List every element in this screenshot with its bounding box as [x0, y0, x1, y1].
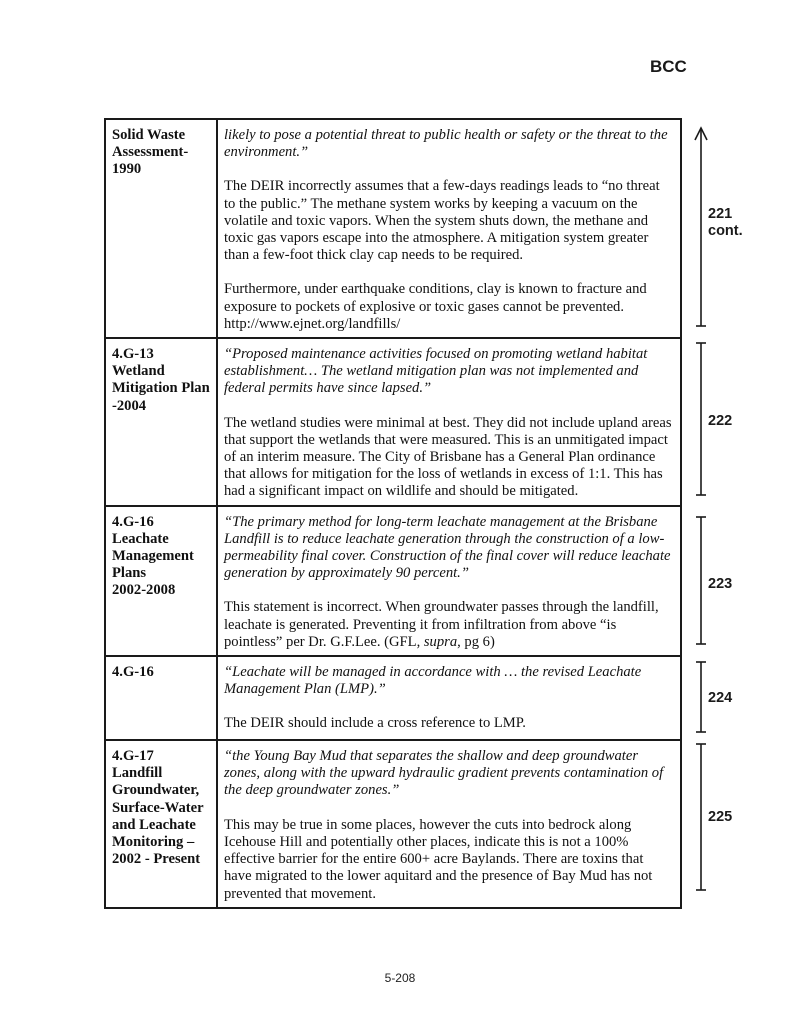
comment-table: [104, 118, 682, 909]
reference-line: Leachate: [112, 530, 169, 547]
reference-line: 4.G-16: [112, 664, 154, 681]
reference-line: 2002-2008: [112, 582, 176, 599]
commenter-code: BCC: [650, 57, 687, 76]
comment-text: [224, 599, 674, 651]
reference-line: Surface-Water: [112, 799, 204, 816]
reference-line: 1990: [112, 161, 142, 178]
comment-text: The wetland studies were minimal at best. They did not include upland areas that support the wetlands that were measured. This is an unmitigated impact of an interim measure. The City of Brisbane has a General Plan ordinance that allows for mitigation for the loss of wetlands in excess of 1:1. This has had a significant impact on wildlife and should be mitigated.: [224, 414, 672, 500]
citation-italic: supra: [423, 633, 458, 650]
quoted-text: “Leachate will be managed in accordance with … the revised Leachate Management Plan (LMP).”: [224, 664, 642, 698]
reference-line: 4.G-17: [112, 748, 154, 765]
comment-number: 221: [708, 206, 733, 222]
comment-cell: [217, 740, 681, 908]
comment-text-part: This statement is incorrect. When groundwater passes through the landfill, leachate is generated. Preventing it from infiltration from above “is pointless” per Dr. G.F.Lee. (GFL,: [224, 599, 659, 650]
table-row: [105, 506, 681, 656]
comment-cell: [217, 338, 681, 506]
comment-text: The DEIR incorrectly assumes that a few-days readings leads to “no threat to the public.” The methane system works by keeping a vacuum on the volatile and toxic vapors. When the system shuts down, the methane and toxic gas vapors escape into the atmosphere. A mitigation system greater than a few-foot thick clay cap needs to be required.: [224, 178, 660, 264]
comment-cell: [217, 119, 681, 338]
comment-bracket-223: [696, 517, 706, 644]
comment-number-225: 225: [708, 809, 733, 825]
comment-text: The DEIR should include a cross reference to LMP.: [224, 715, 526, 732]
reference-line: and Leachate: [112, 816, 196, 833]
quoted-text: “Proposed maintenance activities focused on promoting wetland habitat establishment… The wetland mitigation plan was not implemented and federal permits have since lapsed.”: [224, 346, 648, 397]
reference-line: Management: [112, 548, 194, 565]
quoted-text: “The primary method for long-term leachate management at the Brisbane Landfill is to reduce leachate generation through the construction of a low-permeability final cover. Construction of the final cover will reduce leachate generation by approximately 90 percent.”: [224, 513, 671, 582]
comment-bracket-221: [695, 128, 707, 326]
table-row: [105, 656, 681, 740]
comment-bracket-224: [696, 662, 706, 732]
reference-line: Wetland: [112, 363, 165, 380]
reference-line: Plans: [112, 565, 147, 582]
reference-cell: [105, 740, 217, 908]
comment-text: This may be true in some places, however the cuts into bedrock along Icehouse Hill and potentially other places, indicate this is not a 100% effective barrier for the entire 600+ acre Baylands. There are toxins that have migrated to the lower aquitard and the presence of Bay Mud has not prevented that movement.: [224, 816, 653, 902]
table-row: [105, 119, 681, 338]
reference-line: 2002 - Present: [112, 851, 201, 868]
page-number: 5-208: [384, 971, 416, 985]
table-row: [105, 338, 681, 506]
reference-line: Groundwater,: [112, 782, 200, 799]
comment-number-221: [708, 206, 743, 240]
reference-line: 4.G-16: [112, 513, 154, 530]
quoted-text: “the Young Bay Mud that separates the shallow and deep groundwater zones, along with the upward hydraulic gradient prevents contamination of the deep groundwater zones.”: [224, 748, 664, 799]
reference-line: Landfill: [112, 765, 163, 782]
reference-line: Solid Waste: [112, 127, 186, 143]
continued-label: cont.: [708, 223, 743, 239]
comment-bracket-222: [696, 343, 706, 495]
comment-number-224: 224: [708, 690, 733, 706]
quoted-text: likely to pose a potential threat to public health or safety or the threat to the environment.”: [224, 127, 668, 161]
reference-line: Monitoring –: [112, 834, 195, 851]
bracket-lines: [690, 0, 790, 1034]
reference-cell: [105, 119, 217, 338]
comment-number-223: 223: [708, 576, 733, 592]
table-row: [105, 740, 681, 908]
comment-text: Furthermore, under earthquake conditions, clay is known to fracture and exposure to pockets of explosive or toxic gases cannot be prevented. http://www.ejnet.org/landfills/: [224, 281, 647, 332]
comment-text-part: , pg 6): [457, 633, 495, 650]
reference-line: Assessment-: [112, 144, 189, 161]
comment-bracket-225: [696, 744, 706, 890]
reference-line: Mitigation Plan: [112, 380, 210, 397]
comment-number-222: 222: [708, 413, 733, 429]
reference-line: -2004: [112, 397, 147, 414]
reference-line: 4.G-13: [112, 346, 154, 363]
reference-cell: [105, 506, 217, 656]
reference-cell: [105, 656, 217, 740]
comment-cell: [217, 506, 681, 656]
comment-markers: [690, 0, 790, 1034]
comment-cell: [217, 656, 681, 740]
reference-cell: [105, 338, 217, 506]
